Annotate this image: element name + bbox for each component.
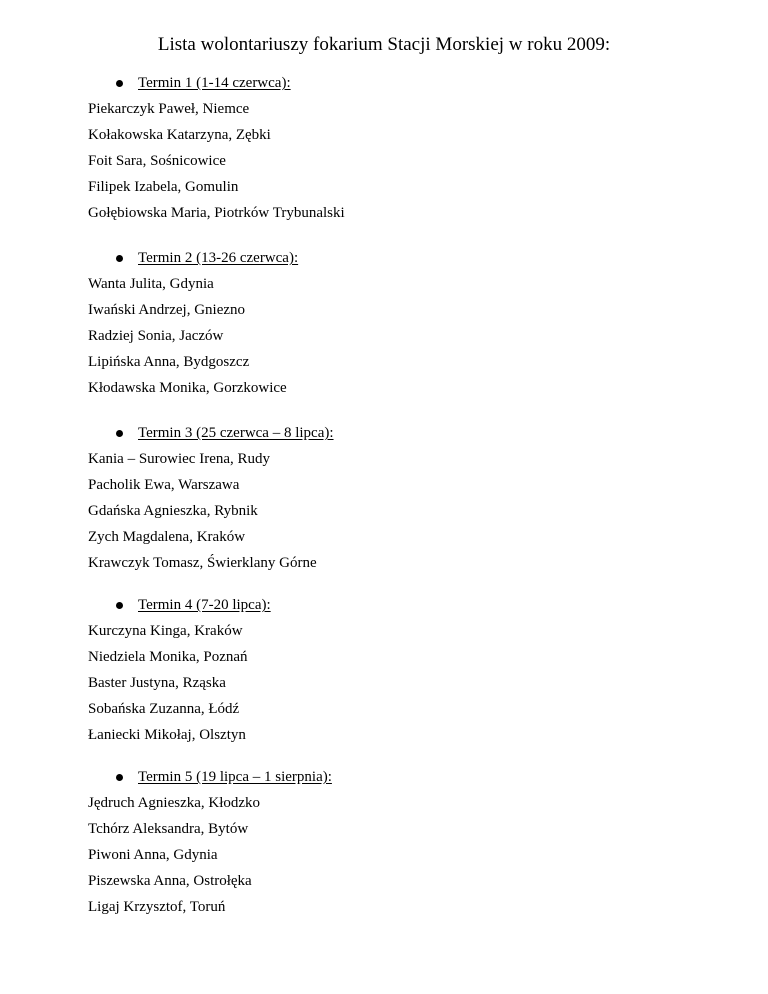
volunteer-entry: Sobańska Zuzanna, Łódź [88,701,240,717]
volunteer-entry: Kołakowska Katarzyna, Zębki [88,127,271,143]
volunteer-entry: Filipek Izabela, Gomulin [88,179,239,195]
term-section-3 [0,420,768,576]
term-heading [0,245,768,271]
volunteer-entry: Piwoni Anna, Gdynia [88,847,218,863]
term-section-2 [0,245,768,401]
volunteer-entry: Baster Justyna, Rząska [88,675,226,691]
bullet-icon [116,602,123,609]
volunteer-entry: Lipińska Anna, Bydgoszcz [88,354,250,370]
volunteer-entry: Zych Magdalena, Kraków [88,529,246,545]
volunteer-entry: Gdańska Agnieszka, Rybnik [88,503,258,519]
bullet-icon [116,80,123,87]
term-heading [0,70,768,96]
term-section-4 [0,592,768,748]
volunteer-entry: Piekarczyk Paweł, Niemce [88,101,250,117]
volunteer-entry: Iwański Andrzej, Gniezno [88,302,246,318]
volunteer-entry: Gołębiowska Maria, Piotrków Trybunalski [88,205,345,221]
volunteer-entry: Łaniecki Mikołaj, Olsztyn [88,727,246,743]
volunteer-entry: Pacholik Ewa, Warszawa [88,477,240,493]
term-heading [0,592,768,618]
bullet-icon [116,774,123,781]
volunteer-list [0,96,768,226]
volunteer-entry: Radziej Sonia, Jaczów [88,328,224,344]
volunteer-entry: Kłodawska Monika, Gorzkowice [88,380,287,396]
volunteer-entry: Foit Sara, Sośnicowice [88,153,226,169]
term-heading-text: Termin 1 (1-14 czerwca): [138,75,291,91]
term-heading-text: Termin 3 (25 czerwca – 8 lipca): [138,425,334,441]
bullet-icon [116,430,123,437]
volunteer-entry: Ligaj Krzysztof, Toruń [88,899,226,915]
term-heading-text: Termin 2 (13-26 czerwca): [138,250,299,266]
volunteer-entry: Tchórz Aleksandra, Bytów [88,821,249,837]
volunteer-list [0,271,768,401]
document-title: Lista wolontariuszy fokarium Stacji Morskiej w roku 2009: [157,34,611,55]
volunteer-list [0,446,768,576]
volunteer-entry: Krawczyk Tomasz, Świerklany Górne [88,555,317,571]
term-heading [0,420,768,446]
term-heading [0,764,768,790]
bullet-icon [116,255,123,262]
volunteer-entry: Kania – Surowiec Irena, Rudy [88,451,271,467]
term-section-1 [0,70,768,226]
volunteer-entry: Wanta Julita, Gdynia [88,276,214,292]
volunteer-list [0,790,768,920]
volunteer-entry: Kurczyna Kinga, Kraków [88,623,243,639]
volunteer-entry: Niedziela Monika, Poznań [88,649,248,665]
term-heading-text: Termin 5 (19 lipca – 1 sierpnia): [138,769,332,785]
volunteer-list [0,618,768,748]
term-section-5 [0,764,768,920]
volunteer-entry: Piszewska Anna, Ostrołęka [88,873,252,889]
term-heading-text: Termin 4 (7-20 lipca): [138,597,271,613]
volunteer-entry: Jędruch Agnieszka, Kłodzko [88,795,261,811]
